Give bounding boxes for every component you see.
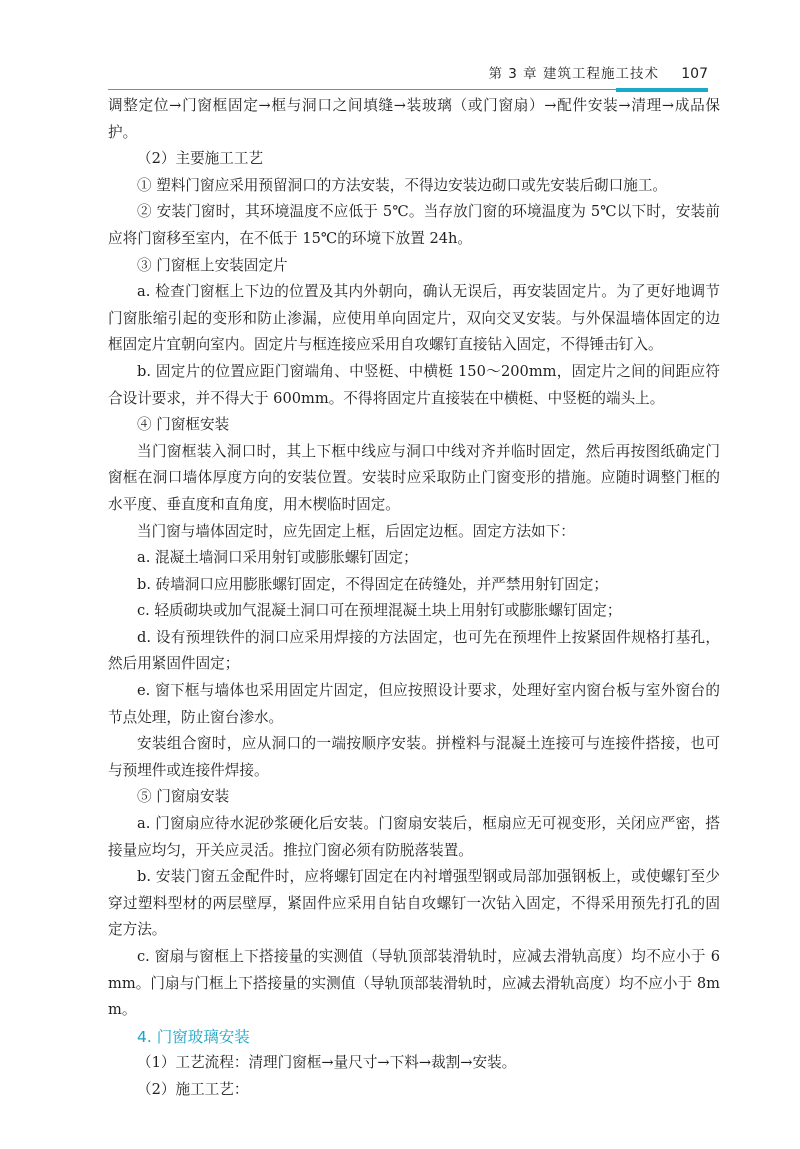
- page-header: [108, 56, 708, 90]
- chapter-title: 第 3 章 建筑工程施工技术: [488, 66, 659, 82]
- paragraph: 调整定位→门窗框固定→框与洞口之间填缝→装玻璃（或门窗扇）→配件安装→清理→成品保护。: [108, 97, 720, 141]
- paragraph: （1）工艺流程：清理门窗框→量尺寸→下料→裁割→安装。: [137, 1054, 517, 1072]
- paragraph: ① 塑料门窗应采用预留洞口的方法安装，不得边安装边砌口或先安装后砌口施工。: [137, 176, 668, 194]
- page-body: [108, 93, 720, 1104]
- page-number: 107: [681, 66, 708, 82]
- paragraph: c. 窗扇与窗框上下搭接量的实测值（导轨顶部装滑轨时，应减去滑轨高度）均不应小于 6mm。门扇与门框上下搭接量的实测值（导轨顶部装滑轨时，应减去滑轨高度）均不应小于 8mm。: [108, 948, 720, 1019]
- list-item: a. 混凝土墙洞口采用射钉或膨胀螺钉固定；: [137, 549, 418, 567]
- running-header: [489, 62, 709, 82]
- subsection-title: （2）主要施工工艺: [137, 150, 264, 168]
- list-item: e. 窗下框与墙体也采用固定片固定，但应按照设计要求，处理好室内窗台板与室外窗台的节点处理，防止窗台渗水。: [108, 682, 720, 726]
- paragraph: ② 安装门窗时，其环境温度不应低于 5℃。当存放门窗的环境温度为 5℃以下时，安装前应将门窗移至室内，在不低于 15℃的环境下放置 24h。: [108, 203, 720, 247]
- paragraph: 当门窗框装入洞口时，其上下框中线应与洞口中线对齐并临时固定，然后再按图纸确定门窗框在洞口墙体厚度方向的安装位置。安装时应采取防止门窗变形的措施。应随时调整门框的水平度、垂直度和直角度，用木楔临时固定。: [108, 442, 720, 513]
- paragraph: a. 检查门窗框上下边的位置及其内外朝向，确认无误后，再安装固定片。为了更好地调节门窗胀缩引起的变形和防止渗漏，应使用单向固定片，双向交叉安装。与外保温墙体固定的边框固定片宜朝向室内。固定片与框连接应采用自攻螺钉直接钻入固定，不得锤击钉入。: [108, 283, 720, 354]
- list-item: d. 设有预埋铁件的洞口应采用焊接的方法固定，也可先在预埋件上按紧固件规格打基孔，然后用紧固件固定；: [108, 628, 720, 673]
- paragraph: a. 门窗扇应待水泥砂浆硬化后安装。门窗扇安装后，框扇应无可视变形，关闭应严密，搭接量应均匀，开关应灵活。推拉门窗必须有防脱落装置。: [108, 815, 720, 859]
- paragraph: 安装组合窗时，应从洞口的一端按顺序安装。拼樘料与混凝土连接可与连接件搭接，也可与预埋件或连接件焊接。: [108, 735, 720, 779]
- list-item: b. 砖墙洞口应用膨胀螺钉固定，不得固定在砖缝处，并严禁用射钉固定；: [137, 575, 609, 593]
- section-heading: 4. 门窗玻璃安装: [137, 1027, 250, 1046]
- header-accent-bar: [616, 88, 708, 92]
- paragraph: b. 固定片的位置应距门窗端角、中竖梃、中横梃 150～200mm，固定片之间的间距应符合设计要求，并不得大于 600mm。不得将固定片直接装在中横梃、中竖梃的端头上。: [108, 362, 720, 407]
- list-item: c. 轻质砌块或加气混凝土洞口可在预埋混凝土块上用射钉或膨胀螺钉固定；: [137, 602, 622, 620]
- paragraph: 当门窗与墙体固定时，应先固定上框，后固定边框。固定方法如下：: [137, 522, 575, 540]
- paragraph: （2）施工工艺：: [137, 1080, 249, 1098]
- item-title: ⑤ 门窗扇安装: [137, 788, 230, 806]
- item-title: ④ 门窗框安装: [137, 416, 230, 434]
- item-title: ③ 门窗框上安装固定片: [137, 256, 288, 274]
- paragraph: b. 安装门窗五金配件时，应将螺钉固定在内衬增强型钢或局部加强钢板上，或使螺钉至少穿过塑料型材的两层壁厚，紧固件应采用自钻自攻螺钉一次钻入固定，不得采用预先打孔的固定方法。: [108, 868, 720, 939]
